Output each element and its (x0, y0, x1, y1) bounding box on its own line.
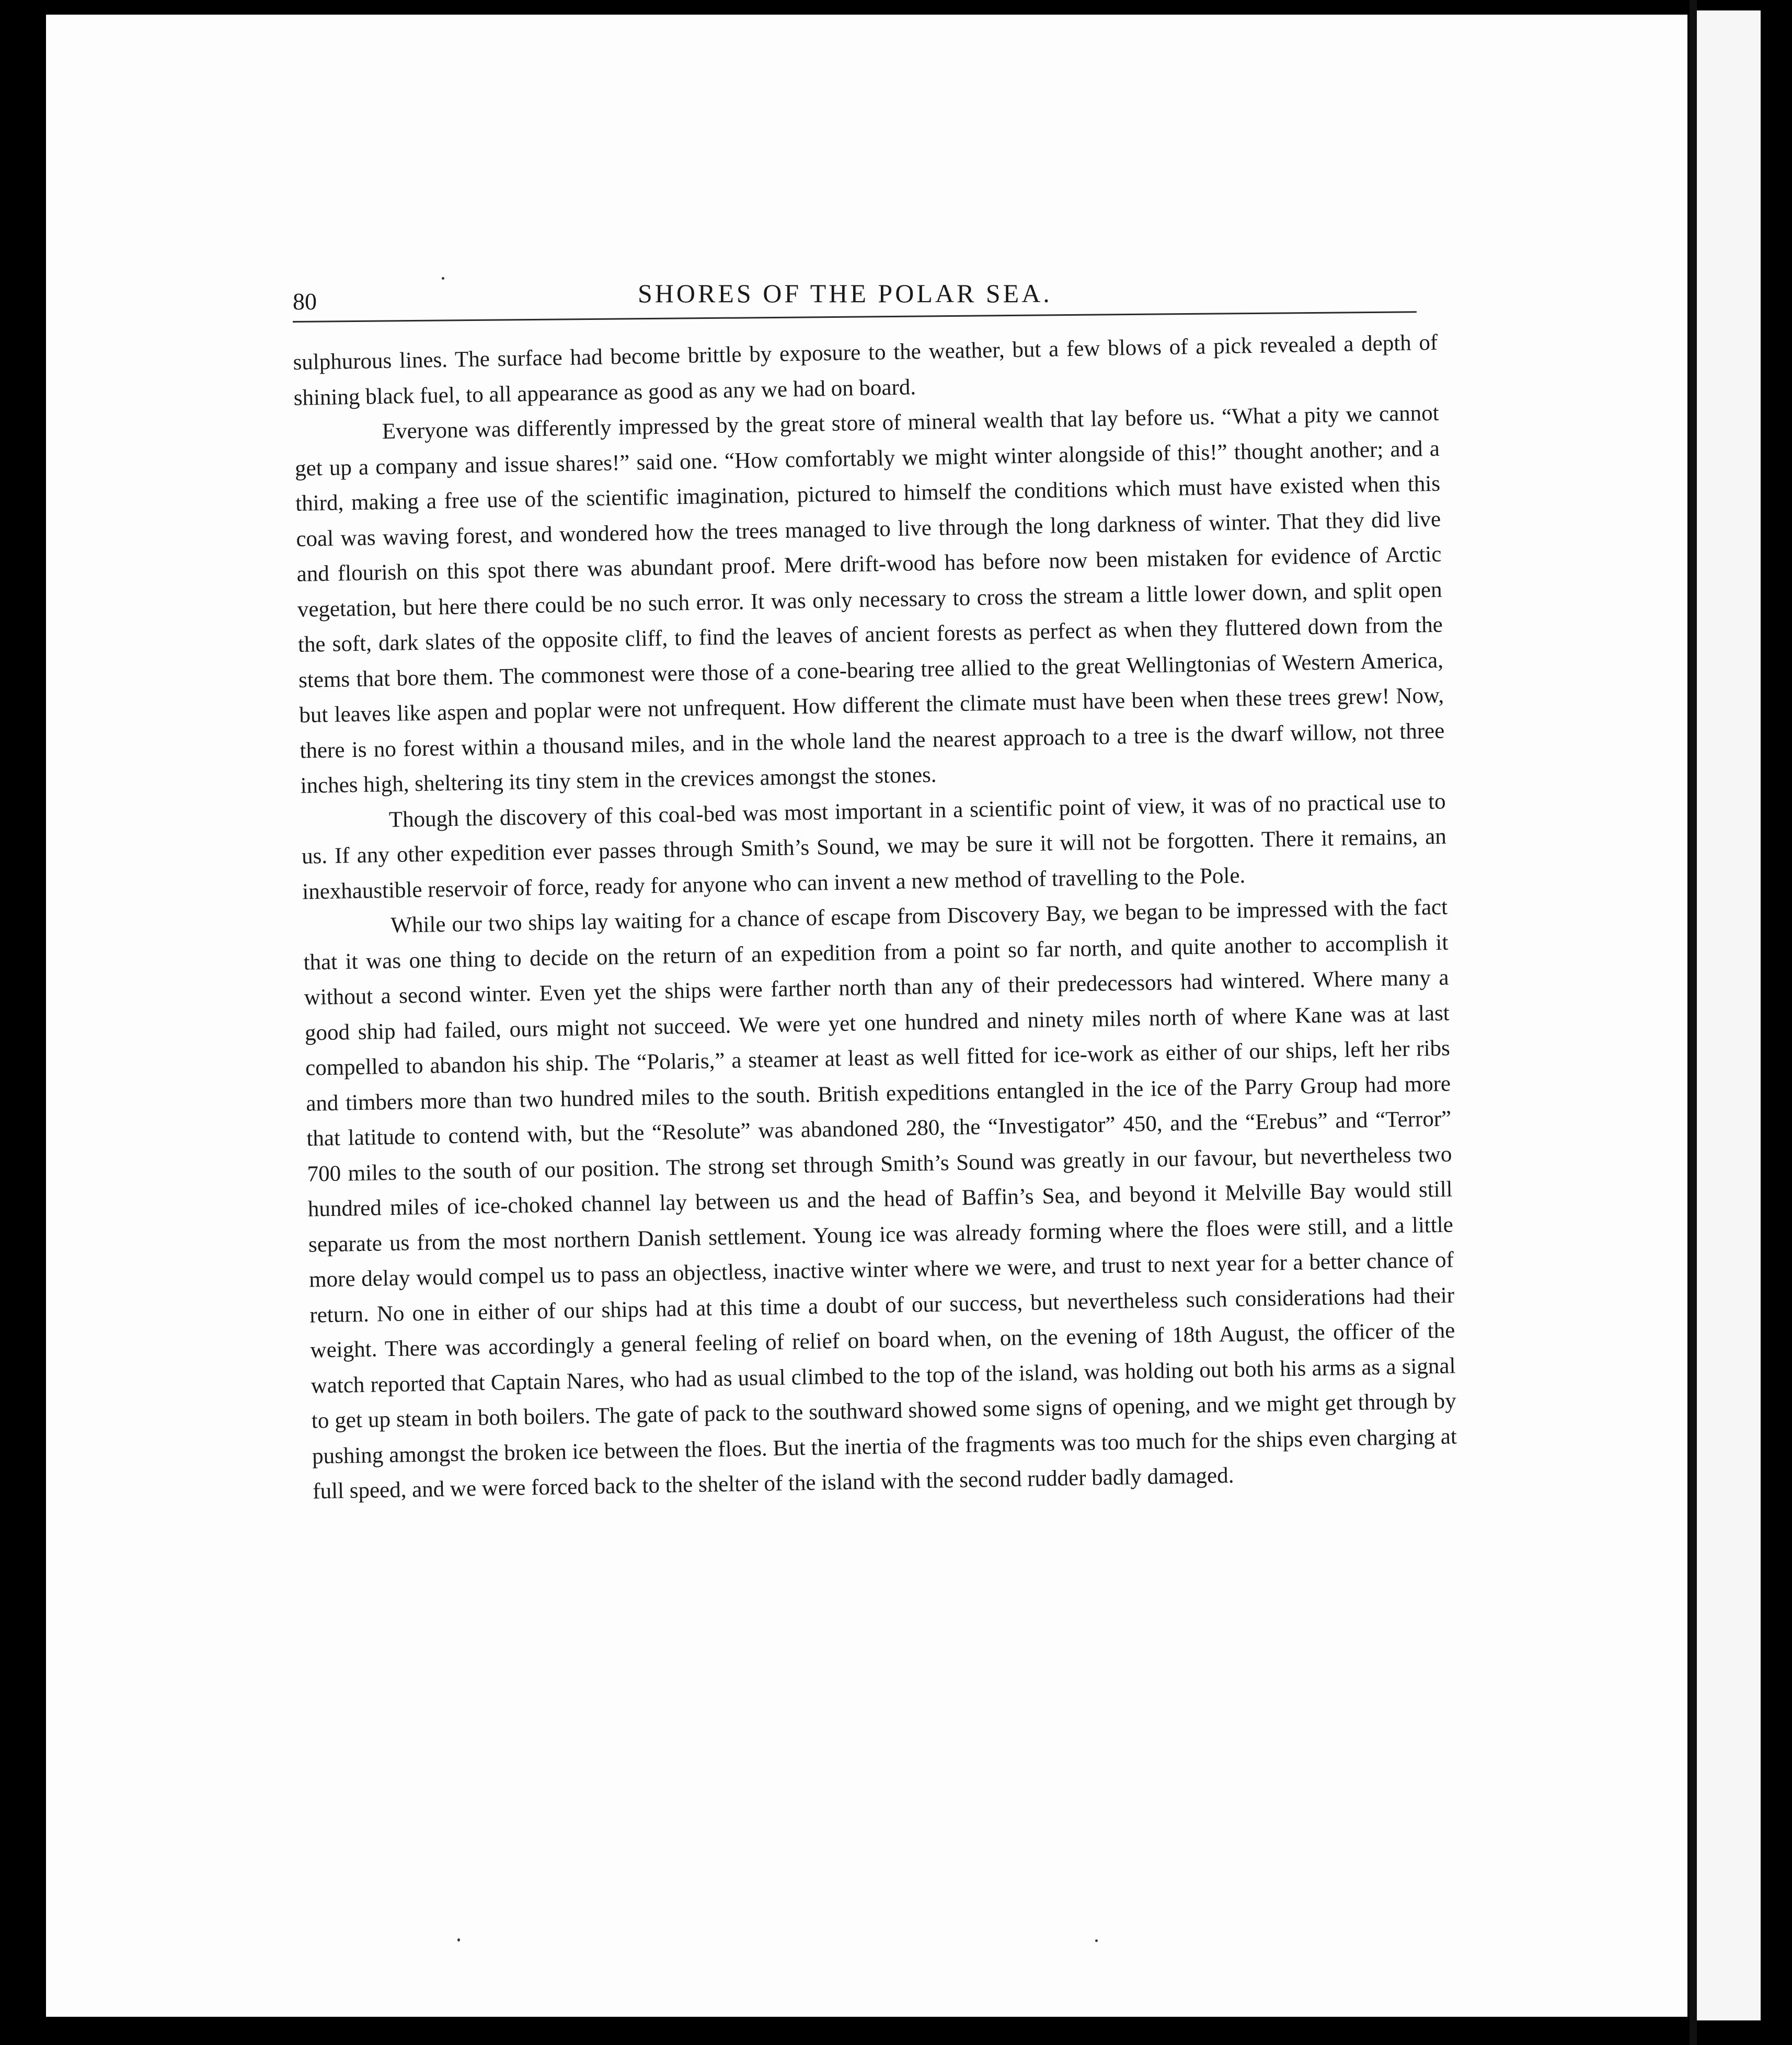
header-rule (293, 311, 1417, 323)
paragraph-4: While our two ships lay waiting for a chance of escape from Discovery Bay, we began to be impressed with the fact that it was one thing to decide on the return of an expedition from a point so far north, and quite another to accomplish it without a second winter. Even yet the ships were farther north than any of their predecessors had wintered. Where many a good ship had failed, ours might not succeed. We were yet one hundred and ninety miles north of where Kane was at last compelled to abandon his ship. The “Polaris,” a steamer at least as well fitted for ice-work as either of our ships, left her ribs and timbers more than two hundred miles to the south. British expeditions entangled in the ice of the Parry Group had more that latitude to contend with, but the “Resolute” was abandoned 280, the “Investigator” 450, and the “Erebus” and “Terror” 700 miles to the south of our position. The strong set through Smith’s Sound was greatly in our favour, but nevertheless two hundred miles of ice-choked channel lay between us and the head of Baffin’s Sea, and beyond it Melville Bay would still separate us from the most northern Danish settlement. Young ice was already forming where the floes were still, and a little more delay would compel us to pass an objectless, inactive winter where we were, and trust to next year for a better chance of return. No one in either of our ships had at this time a doubt of our success, but nevertheless such considerations had their weight. There was accordingly a general feeling of relief on board when, on the evening of 18th August, the officer of the watch reported that Captain Nares, who had as usual climbed to the top of the island, was holding out both his arms as a signal to get up steam in both boilers. The gate of pack to the southward showed some signs of opening, and we might get through by pushing amongst the broken ice between the floes. But the inertia of the fragments was too much for the ships even charging at full speed, and we were forced back to the shelter of the island with the second rudder badly damaged. (303, 894, 1457, 1504)
scan-speck (1095, 1939, 1098, 1942)
body-text (293, 325, 1458, 1509)
running-title: SHORES OF THE POLAR SEA. (638, 279, 1052, 308)
scan-speck (442, 277, 444, 280)
page-number: 80 (293, 288, 317, 315)
paragraph-3: Though the discovery of this coal-bed was most important in a scientific point of view, it was of no practical use to us. If any other expedition ever passes through Smith’s Sound, we may be sure it will not be forgotten. There it remains, an inexhaustible reservoir of force, ready for anyone who can invent a new method of travelling to the Pole. (301, 789, 1447, 904)
page-header (293, 277, 1443, 324)
page-gutter (1690, 0, 1697, 2045)
adjacent-page-edge (1697, 10, 1761, 2020)
scan-speck (457, 1938, 460, 1941)
paragraph-2: Everyone was differently impressed by the great store of mineral wealth that lay before us. “What a pity we cannot get up a company and issue shares!” said one. “How comfortably we might winter alongside of this!” thought another; and a third, making a free use of the scientific imagination, pictured to himself the conditions which must have existed when this coal was waving forest, and wondered how the trees managed to live through the long darkness of winter. That they did live and flourish on this spot there was abundant proof. Mere drift-wood has before now been mistaken for evidence of Arctic vegetation, but here there could be no such error. It was only necessary to cross the stream a little lower down, and split open the soft, dark slates of the opposite cliff, to find the leaves of ancient forests as perfect as when they fluttered down from the stems that bore them. The commonest were those of a cone-bearing tree allied to the great Wellingtonias of Western America, but leaves like aspen and poplar were not unfrequent. How different the climate must have been when these trees grew! Now, there is no forest within a thousand miles, and in the whole land the nearest approach to a tree is the dwarf willow, not three inches high, sheltering its tiny stem in the crevices amongst the stones. (294, 400, 1445, 798)
paragraph-1: sulphurous lines. The surface had become brittle by exposure to the weather, but a few blows of a pick revealed a depth of shining black fuel, to all appearance as good as any we had on board. (293, 330, 1438, 410)
